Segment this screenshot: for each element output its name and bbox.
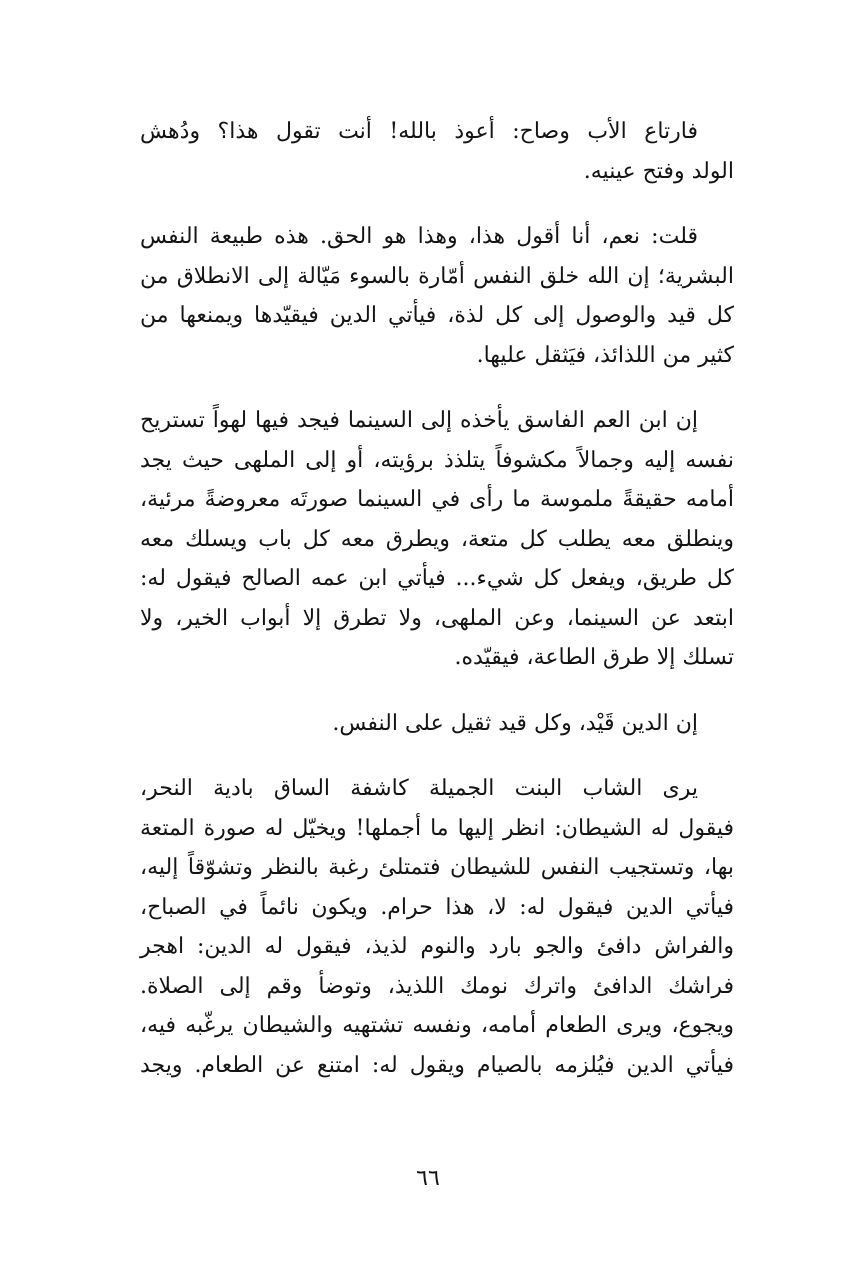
- text-line: كل طريق، ويفعل كل شيء... فيأتي ابن عمه الصالح فيقول له:: [140, 566, 734, 591]
- text-line: كل قيد والوصول إلى كل لذة، فيأتي الدين فيقيّدها ويمنعها من: [140, 303, 734, 328]
- text-line: وينطلق معه يطلب كل متعة، ويطرق معه كل باب ويسلك معه: [140, 526, 734, 552]
- page-number: ٦٦: [416, 1166, 440, 1191]
- text-line: فيأتي الدين فيُلزمه بالصيام ويقول له: امتنع عن الطعام. ويجد: [140, 1052, 734, 1078]
- text-line: أمامه حقيقةً ملموسة ما رأى في السينما صورتَه معروضةً مرئية،: [140, 487, 734, 512]
- text-line: والفراش دافئ والجو بارد والنوم لذيذ، فيقول له الدين: اهجر: [140, 934, 734, 959]
- text-line: فيأتي الدين فيقول له: لا، هذا حرام. ويكون نائماً في الصباح،: [140, 894, 734, 920]
- text-line: البشرية؛ إن الله خلق النفس أمّارة بالسوء مَيّالة إلى الانطلاق من: [140, 263, 734, 289]
- text-line: فارتاع الأب وصاح: أعوذ بالله! أنت تقول هذا؟ ودُهش: [140, 119, 698, 144]
- paragraph-father-reaction: [140, 112, 734, 191]
- text-line: يرى الشاب البنت الجميلة كاشفة الساق بادية النحر،: [140, 776, 698, 801]
- text-line: الولد وفتح عينيه.: [583, 158, 734, 184]
- paragraph-young-man: [140, 769, 734, 1085]
- text-line: نفسه إليه وجمالاً مكشوفاً يتلذذ برؤيته، أو إلى الملهى حيث يجد: [140, 447, 734, 473]
- text-line: تسلك إلا طرق الطاعة، فيقيّده.: [454, 645, 734, 670]
- page-body: [140, 112, 734, 1111]
- text-line: كثير من اللذائذ، فيَثقل عليها.: [476, 342, 734, 368]
- paragraph-cousin-cinema: [140, 401, 734, 678]
- text-line: ويجوع، ويرى الطعام أمامه، ونفسه تشتهيه والشيطان يرغّبه فيه،: [140, 1013, 734, 1038]
- text-line: إن ابن العم الفاسق يأخذه إلى السينما فيجد فيها لهواً تستريح: [140, 408, 698, 433]
- paragraph-religion-restriction: [140, 704, 734, 744]
- text-line: قلت: نعم، أنا أقول هذا، وهذا هو الحق. هذه طبيعة النفس: [140, 224, 698, 249]
- text-line: فراشك الدافئ واترك نومك اللذيذ، وتوضأ وقم إلى الصلاة.: [140, 973, 734, 999]
- text-line: بها، وتستجيب النفس للشيطان فتمتلئ رغبة بالنظر وتشوّقاً إليه،: [140, 855, 734, 880]
- text-line: إن الدين قَيْد، وكل قيد ثقيل على النفس.: [332, 710, 698, 736]
- paragraph-human-nature: [140, 217, 734, 375]
- text-line: فيقول له الشيطان: انظر إليها ما أجملها! ويخيّل له صورة المتعة: [140, 815, 734, 841]
- text-line: ابتعد عن السينما، وعن الملهى، ولا تطرق إلا أبواب الخير، ولا: [140, 605, 734, 631]
